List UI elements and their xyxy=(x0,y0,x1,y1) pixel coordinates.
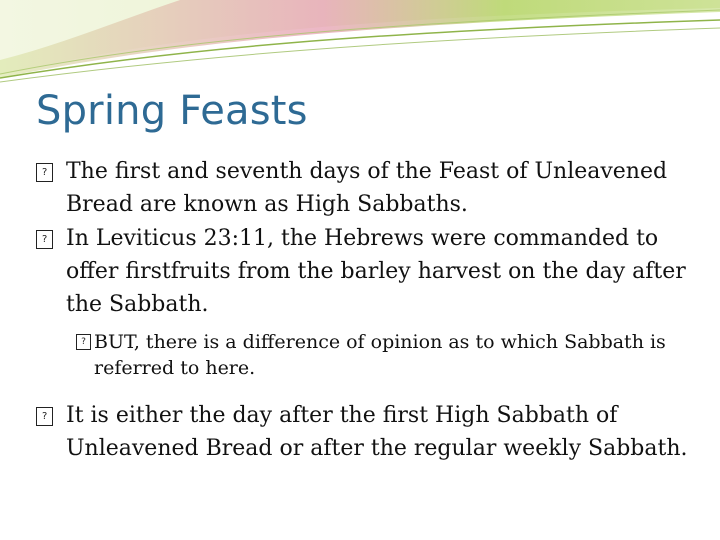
bullet-text: In Leviticus 23:11, the Hebrews were commanded to offer firstfruits from the barley harvest on the day after the Sabbath. xyxy=(66,226,686,317)
sub-bullet-text: BUT, there is a difference of opinion as to which Sabbath is referred to here. xyxy=(94,331,666,379)
slide-body xyxy=(36,155,696,466)
bullet-item xyxy=(36,155,696,221)
bullet-item xyxy=(36,399,696,465)
slide-title: Spring Feasts xyxy=(36,88,308,134)
missing-glyph-box-icon: ? xyxy=(76,334,91,350)
bullet-text: The first and seventh days of the Feast of Unleavened Bread are known as High Sabbaths. xyxy=(66,159,668,217)
bullet-item xyxy=(36,222,696,321)
missing-glyph-box-icon: ? xyxy=(36,163,53,182)
sub-bullet-item xyxy=(76,329,696,381)
top-wave-decoration xyxy=(0,0,720,90)
bullet-text: It is either the day after the first High Sabbath of Unleavened Bread or after the regular weekly Sabbath. xyxy=(66,403,688,461)
missing-glyph-box-icon: ? xyxy=(36,407,53,426)
missing-glyph-box-icon: ? xyxy=(36,230,53,249)
